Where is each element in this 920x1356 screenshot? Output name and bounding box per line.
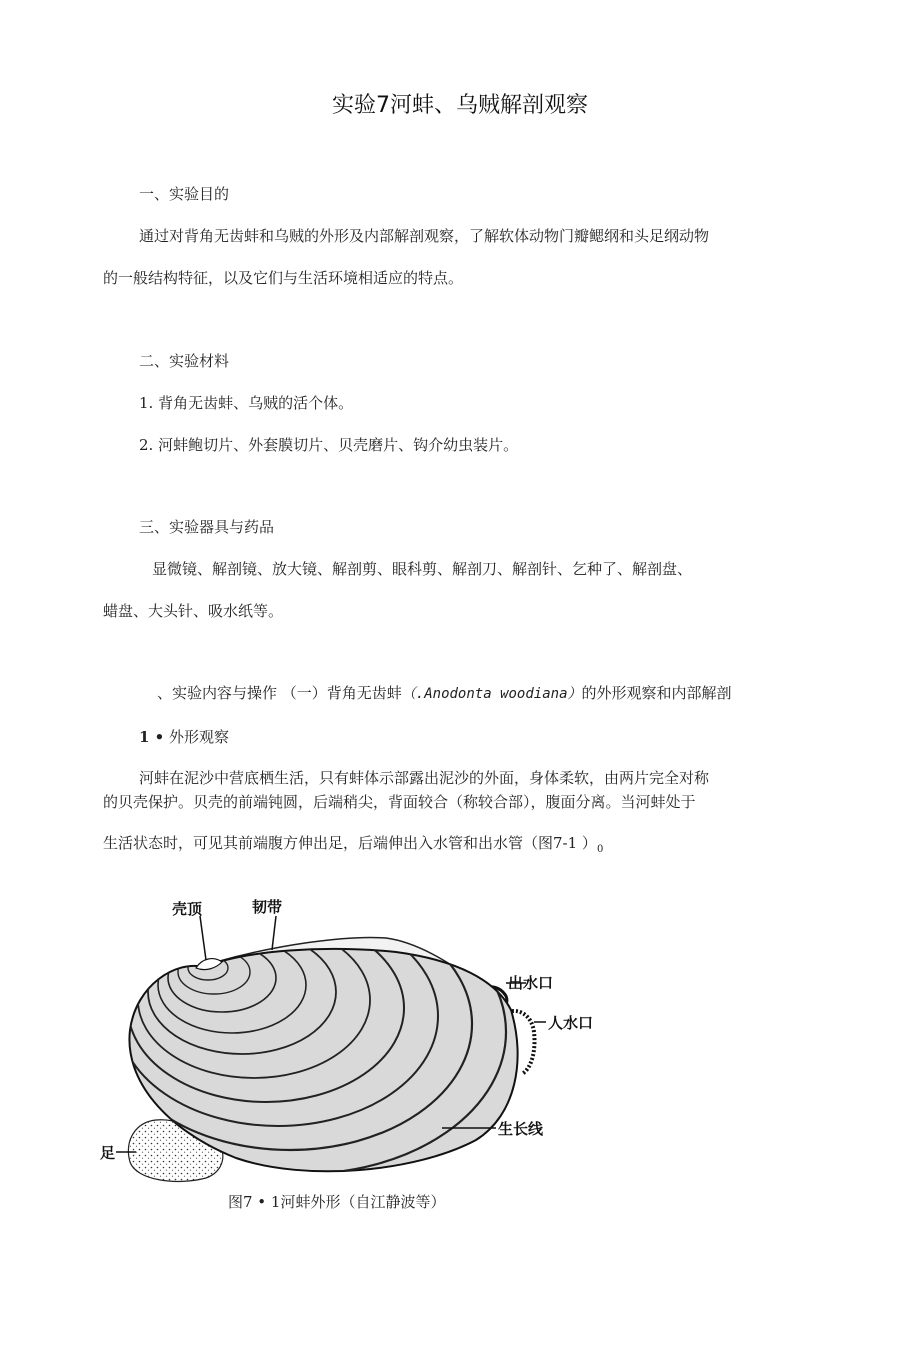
section-heading-purpose: 一、实验目的 [139,185,230,203]
label-growth-lines: 生长线 [498,1120,544,1138]
external-paragraph-line-3-text: 生活状态时，可见其前端腹方伸出足，后端伸出入水管和出水管（图7-1 ） [103,834,597,852]
page-title: 实验7河蚌、乌贼解剖观察 [332,93,588,118]
species-latin-name: （.Anodonta woodiana） [401,686,582,702]
procedure-heading-tail: 的外形观察和内部解剖 [581,684,732,702]
materials-item-1: 1. 背角无齿蚌、乌贼的活个体。 [139,394,354,412]
label-umbo: 壳顶 [172,900,203,918]
section-heading-materials: 二、实验材料 [139,352,230,370]
equipment-paragraph-line-2: 蜡盘、大头针、吸水纸等。 [103,602,284,620]
section-heading-procedure [157,683,732,704]
section-heading-equipment: 三、实验器具与药品 [139,518,275,536]
subsection-number: 1 • [139,728,165,746]
equipment-paragraph-line-1: 显微镜、解剖镜、放大镜、解剖剪、眼科剪、解剖刀、解剖针、乞种了、解剖盘、 [152,560,693,578]
label-excurrent-opening: 出水口 [508,974,554,992]
mussel-illustration [96,890,616,1190]
figure-caption: 图7 • 1河蚌外形（自江静波等） [228,1193,446,1211]
external-paragraph-line-2: 的贝壳保护。贝壳的前端钝圆，后端稍尖，背面较合（称较合部），腹面分离。当河蚌处于 [103,793,696,811]
label-ligament: 韧带 [252,898,283,916]
label-incurrent-opening: 人水口 [548,1014,594,1032]
external-paragraph-line-3-tail: 0 [596,844,604,855]
procedure-heading-text: 、实验内容与操作 （一）背角无齿蚌 [157,684,402,702]
subsection-heading-external [139,727,229,747]
label-foot: 足 [100,1144,116,1162]
external-paragraph-line-1: 河蚌在泥沙中营底栖生活，只有蚌体示部露出泥沙的外面，身体柔软，由两片完全对称 [139,769,710,787]
external-paragraph-line-3 [103,833,603,860]
purpose-paragraph-line-1: 通过对背角无齿蚌和乌贼的外形及内部解剖观察，了解软体动物门瓣鳃纲和头足纲动物 [139,227,710,245]
subsection-title: 外形观察 [169,728,230,746]
purpose-paragraph-line-2: 的一般结构特征，以及它们与生活环境相适应的特点。 [103,269,464,287]
materials-item-2: 2. 河蚌鲍切片、外套膜切片、贝壳磨片、钩介幼虫装片。 [139,436,519,454]
mussel-figure [96,890,616,1190]
